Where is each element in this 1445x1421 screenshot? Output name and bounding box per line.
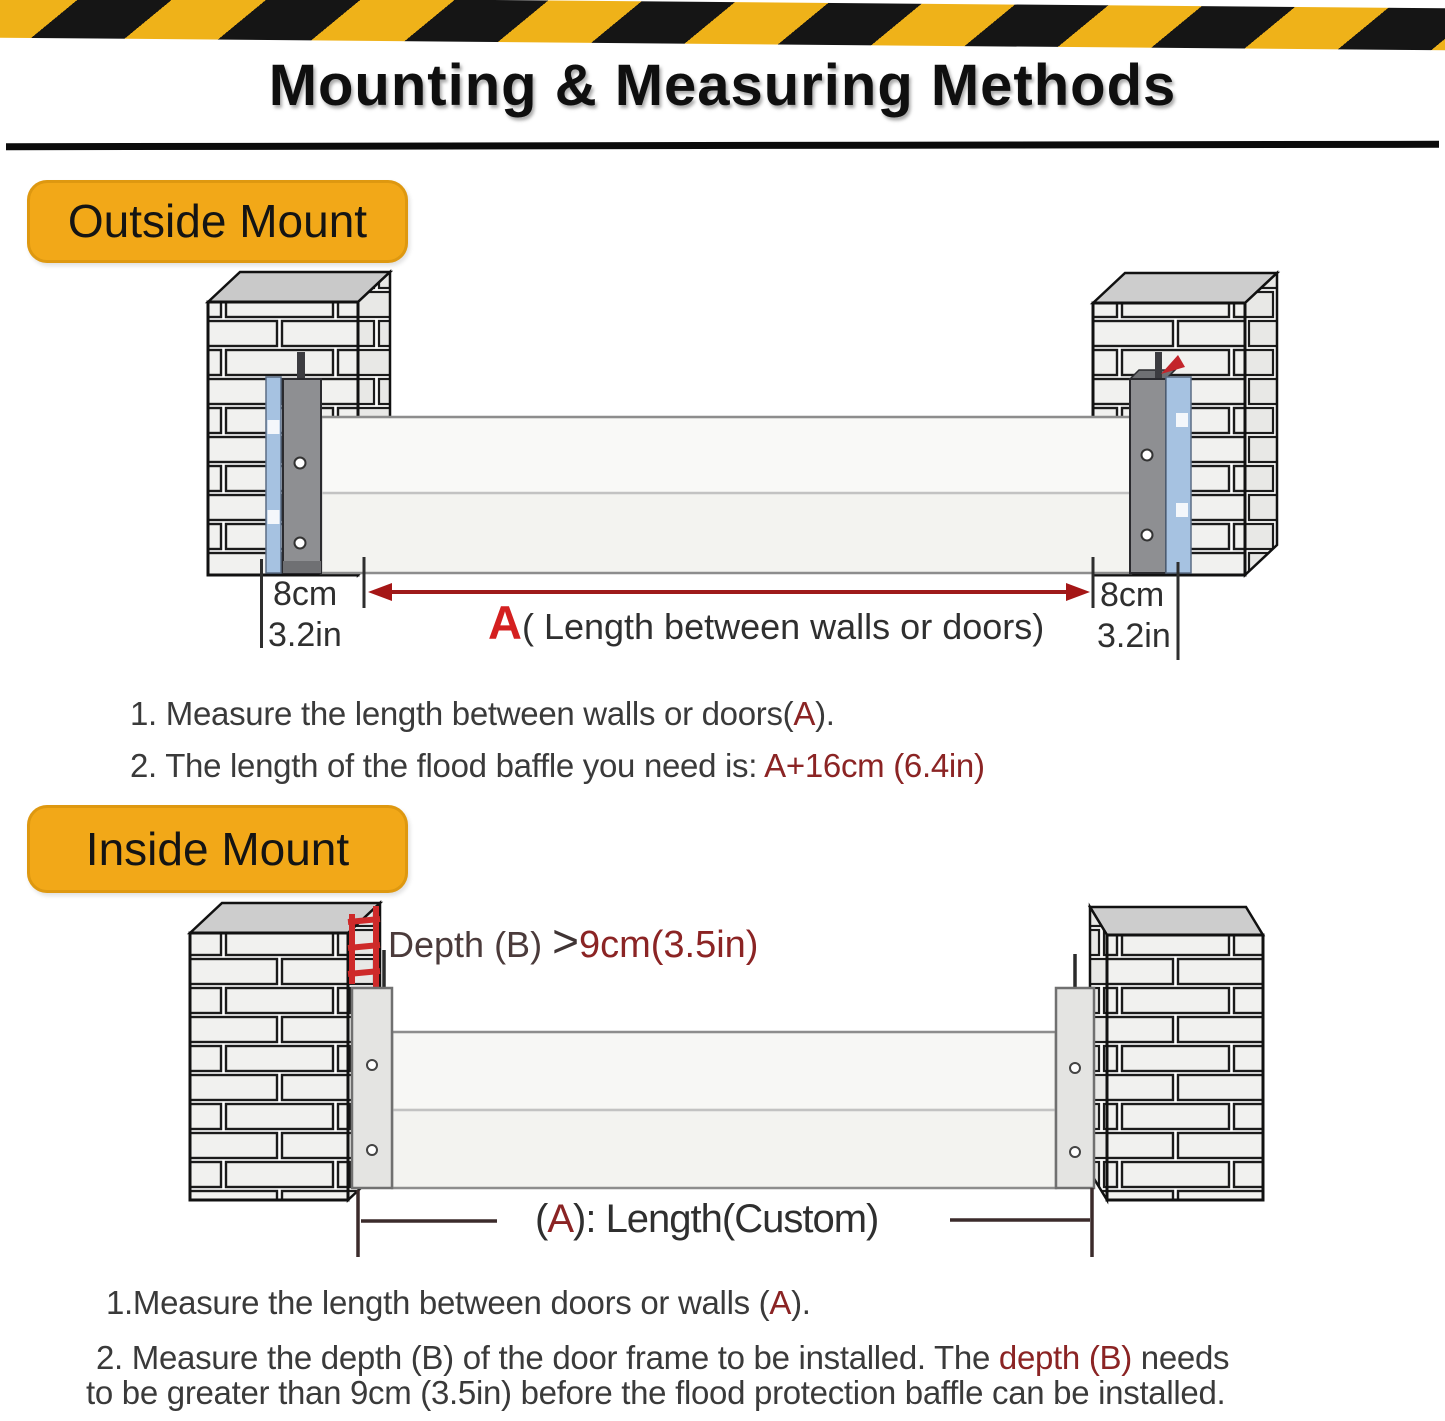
mounting-bracket-left (283, 352, 321, 573)
screw-hole (1142, 530, 1153, 541)
screw-hole (1142, 450, 1153, 461)
clip-marker (1176, 503, 1188, 517)
flood-barrier-panel-inside (392, 1032, 1056, 1188)
inside-step-1 (106, 1286, 811, 1321)
dim-text: ): Length(Custom) (573, 1197, 879, 1241)
dim-letter-a: A (488, 596, 522, 649)
dim-text: ( (535, 1197, 548, 1241)
outside-mount-badge: Outside Mount (27, 180, 408, 263)
step-text: 1. Measure the length between walls or doors( (130, 695, 794, 732)
dimension-a-caption (488, 598, 1044, 647)
wall-channel-left (266, 377, 281, 573)
step-text: ). (815, 695, 835, 732)
inside-step-2-continued: to be greater than 9cm (3.5in) before the flood protection baffle can be installed. (86, 1374, 1226, 1411)
screw-hole (295, 458, 306, 469)
inside-step-2 (96, 1341, 1229, 1376)
dimension-a-inside-caption (535, 1198, 878, 1240)
depth-value: 9cm(3.5in) (578, 924, 759, 966)
dim-caption-text: ( Length between walls or doors) (521, 606, 1045, 647)
depth-caption (388, 917, 758, 966)
step-text: 1.Measure the length between doors or walls ( (106, 1284, 770, 1321)
step-highlight: A+16cm (6.4in) (764, 747, 985, 784)
brick-pillar-right-inside (1090, 907, 1263, 1200)
greater-than-sign: > (552, 915, 579, 967)
pin (1155, 352, 1162, 379)
step-text: 2. The length of the flood baffle you need is: (130, 747, 765, 784)
outside-step-1 (130, 697, 835, 732)
clip-marker (268, 420, 280, 434)
pin (297, 352, 305, 380)
dim-8cm-left: 8cm (273, 575, 338, 613)
inside-mount-badge: Inside Mount (27, 805, 408, 893)
screw-hole (367, 1145, 377, 1155)
screw-hole (367, 1060, 377, 1070)
page-title: Mounting & Measuring Methods (268, 53, 1177, 118)
dim-letter-a: A (547, 1197, 574, 1241)
dim-8cm-right: 8cm (1100, 576, 1165, 614)
outside-step-2 (130, 749, 985, 784)
step-highlight: A (769, 1284, 792, 1321)
screw-hole (295, 538, 306, 549)
wall-channel-right (1161, 355, 1191, 573)
flood-barrier-panel-outside (321, 417, 1131, 573)
step-text: ). (791, 1284, 811, 1321)
step-highlight: A (793, 695, 816, 732)
step-highlight: depth (B) (998, 1339, 1132, 1376)
step-text: needs (1131, 1339, 1230, 1376)
mounting-channel-right-inside (1056, 954, 1094, 1188)
step-text: 2. Measure the depth (B) of the door frame to be installed. The (96, 1339, 999, 1376)
clip-marker (1176, 413, 1188, 427)
screw-hole (1070, 1063, 1080, 1073)
clip-marker (268, 510, 280, 524)
dim-3-2in-right: 3.2in (1097, 617, 1171, 655)
dim-3-2in-left: 3.2in (268, 616, 342, 654)
depth-label: Depth (B) (388, 924, 553, 965)
screw-hole (1070, 1147, 1080, 1157)
